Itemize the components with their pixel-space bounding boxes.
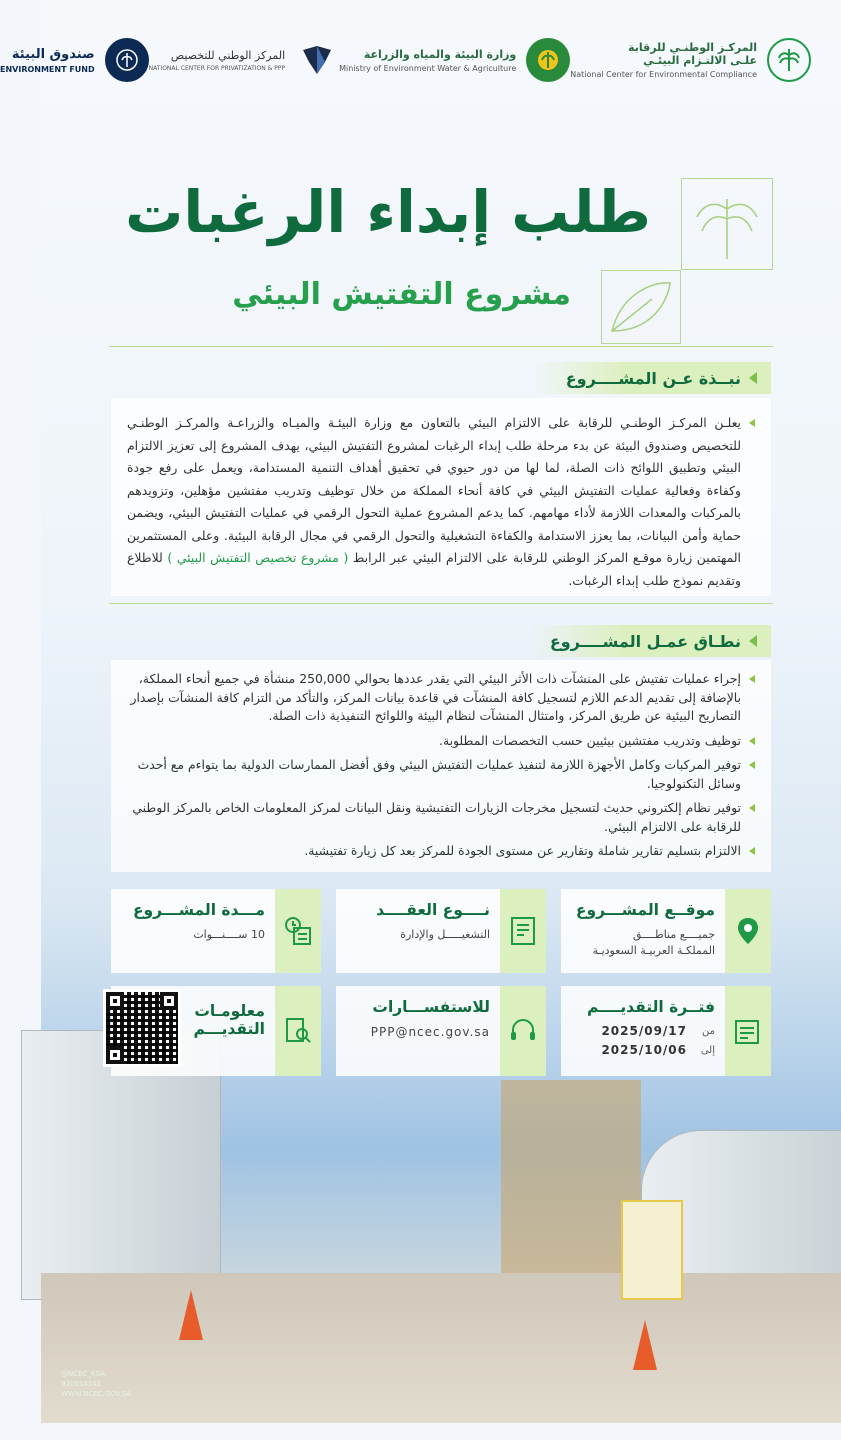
ncec-logo	[570, 38, 811, 82]
location-value: جميــــع مناطــــق المملكـة العربيـة السعوديـة	[592, 928, 715, 957]
leaf-decoration-icon	[601, 270, 681, 344]
card-period	[561, 986, 771, 1076]
card-duration	[111, 889, 321, 973]
logo-bar	[0, 28, 811, 92]
scope-item: توفير المركبات وكامل الأجهزة اللازمة لتنفيذ عمليات التفتيش البيئي وفق أفضل الممارسات الدولية بما يتواءم مع أحدث وسائل التكنولوجيا.	[127, 756, 755, 793]
about-text-end: للاطلاع وتقديم نموذج طلب إبداء الرغبات.	[127, 550, 741, 588]
page-title: طلب إبداء الرغبات	[125, 178, 651, 246]
website: WWW.NCEC.GOV.SA	[61, 1390, 132, 1398]
card-inquiry	[336, 986, 546, 1076]
phone-number: 920014141	[61, 1380, 102, 1388]
card-apply	[111, 986, 321, 1076]
scope-item: توفير نظام إلكتروني حديث لتسجيل مخرجات الزيارات التفتيشية ونقل البيانات لمركز المعلومات الخاص بالمركز الوطني للرقابة على الالتزام البيئي.	[127, 799, 755, 836]
bullet-icon	[749, 675, 755, 683]
mewa-name: وزارة البيئة والمياه والزراعة	[363, 47, 517, 61]
palm-decoration-icon	[681, 178, 773, 270]
bullet-icon	[749, 761, 755, 769]
period-label: فتــرة التقديــــم	[587, 998, 715, 1016]
scope-heading-text: نطـاق عمـل المشــــروع	[549, 631, 741, 651]
ncec-name-line1: المركـز الوطنـي للرقابة	[628, 41, 757, 54]
divider	[109, 346, 773, 347]
page-subtitle: مشروع التفتيش البيئي	[232, 277, 571, 312]
plant-structure	[501, 1080, 641, 1280]
timer-checklist-icon	[275, 889, 321, 973]
traffic-cone	[633, 1320, 657, 1370]
scope-item: توظيف وتدريب مفتشين بيئيين حسب التخصصات المطلوبة.	[127, 732, 755, 751]
mewa-name-en: Ministry of Environment Water & Agriculture	[339, 63, 517, 73]
divider	[109, 603, 773, 604]
scope-item: إجراء عمليات تفتيش على المنشآت ذات الأثر البيئي التي يقدر عددها بحوالي 250,000 منشأة في جميع أنحاء المملكة، بالإضافة إلى تقديم الدعم اللازم لتسجيل كافة المنشآت في قاعدة بيانات المركز، والتأكد من التزام كافة المنشآت بإصدار التصاريح البيئية عن طريق المركز، وامتثال المنشآت لنظام البيئة واللوائح التنفيذية ذات الصلة.	[127, 670, 755, 726]
qr-code[interactable]	[106, 992, 178, 1064]
fund-name: صندوق البيئة	[11, 46, 95, 62]
ncp-name-en: NATIONAL CENTER FOR PRIVATIZATION & PPP	[148, 64, 286, 72]
about-paragraph	[127, 412, 755, 592]
palm-emblem-icon	[767, 38, 811, 82]
duration-value: 10 ســــنـــوات	[193, 928, 265, 941]
social-handle: @NCEC_KSA	[61, 1370, 105, 1378]
heading-marker-icon	[749, 372, 757, 384]
scope-heading	[531, 625, 771, 657]
bullet-icon	[749, 737, 755, 745]
inquiry-label: للاستفســـارات	[372, 998, 490, 1016]
bullet-icon	[749, 419, 755, 427]
period-from: من 2025/09/17	[601, 1024, 715, 1038]
about-heading-text: نبــذة عـن المشــــروع	[565, 368, 741, 388]
about-box	[111, 398, 771, 596]
duration-label: مـــدة المشـــروع	[132, 901, 265, 919]
ncec-name-line2: علـى الالتـزام البيئـي	[643, 54, 757, 67]
ncec-name-en: National Center for Environmental Compliance	[570, 70, 757, 79]
fund-name-en: ENVIRONMENT FUND	[0, 64, 95, 74]
bullet-icon	[749, 804, 755, 812]
card-contract	[336, 889, 546, 973]
about-heading	[531, 362, 771, 394]
contract-document-icon	[500, 889, 546, 973]
footer-contacts	[61, 1369, 131, 1399]
apply-label-2: التقديـــم	[193, 1020, 265, 1038]
scope-box	[111, 660, 771, 872]
traffic-cone	[179, 1290, 203, 1340]
calendar-document-icon	[725, 986, 771, 1076]
bullet-icon	[749, 847, 755, 855]
safety-sign	[621, 1200, 683, 1300]
apply-label-1: معلومـات	[194, 1002, 265, 1020]
inquiry-email[interactable]: PPP@ncec.gov.sa	[370, 1025, 490, 1039]
fund-emblem-icon	[105, 38, 149, 82]
headset-icon	[500, 986, 546, 1076]
document-search-icon	[275, 986, 321, 1076]
ministry-emblem-icon	[526, 38, 570, 82]
heading-marker-icon	[749, 635, 757, 647]
project-link[interactable]: ( مشروع تخصيص التفتيش البيئي )	[167, 550, 349, 565]
location-label: موقــع المشـــروع	[575, 901, 715, 919]
contract-value: التشغيـــــل والإدارة	[400, 928, 490, 941]
location-pin-icon	[725, 889, 771, 973]
period-to: إلى 2025/10/06	[601, 1043, 715, 1057]
card-location	[561, 889, 771, 973]
privatization-emblem-icon	[295, 38, 339, 82]
about-text: يعلـن المركـز الوطنـي للرقابة على الالتزام البيئي بالتعاون مع وزارة البيئـة والميـاه والزراعـة والمركـز الوطنـي للتخصيص وصندوق البيئة عن بدء مرحلة طلب إبداء الرغبات لمشروع التفتيش البيئي، يهدف المشروع إلى تعزيز الالتزام البيئي وتطبيق اللوائح ذات الصلة، لما لها من دور حيوي في تحقيق أهداف التنمية المستدامة، ويعمل على رفع جودة وكفاءة وفعالية عمليات التفتيش البيئي في كافة أنحاء المملكة من خلال توظيف وتدريب مفتشين مؤهلين، وتزويدهم بالمركبات والمعدات اللازمة لأداء مهامهم. كما يدعم المشروع عملية التحول الرقمي في عمليات التفتيش البيئي، ويضمن حماية وأمن البيانات، بما يعزز الاستدامة والكفاءة التشغيلية والتحول الرقمي في مجال الرقابة البيئية. وعلى المستثمرين المهتمين زيارة موقـع المركز الوطني للرقابة على الالتزام البيئي عبر الرابط	[127, 415, 741, 565]
fund-logo	[0, 38, 149, 82]
ncp-name: المركز الوطني للتخصيص	[170, 48, 286, 62]
mewa-logo	[339, 38, 570, 82]
scope-item: الالتزام بتسليم تقارير شاملة وتقارير عن مستوى الجودة للمركز بعد كل زيارة تفتيشية.	[127, 842, 755, 861]
contract-label: نــــوع العقــــد	[376, 901, 490, 919]
ncp-logo	[149, 38, 339, 82]
ground	[41, 1273, 841, 1423]
